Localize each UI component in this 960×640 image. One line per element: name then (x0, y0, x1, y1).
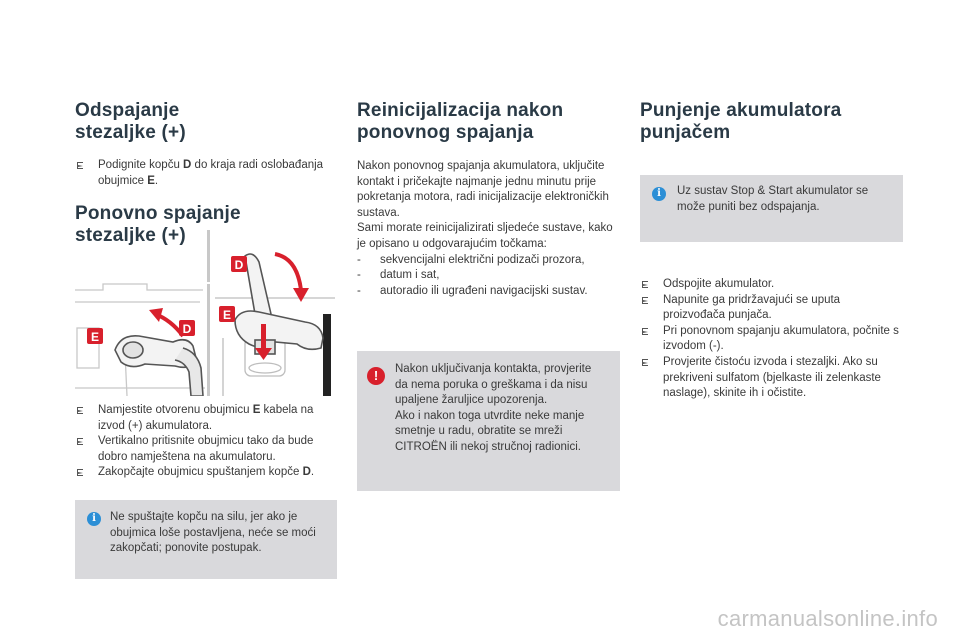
list-item: Napunite ga pridržavajući se uputa proizvođača punjača. (640, 293, 903, 324)
label-left-d (179, 320, 195, 336)
cable-right (323, 314, 331, 396)
info-box-clamp: i Ne spuštajte kopču na silu, jer ako je obujmica loše postavljena, neće se moći zakopčati; ponovite postupak. (75, 500, 337, 579)
pointer-bullet-icon (77, 469, 83, 476)
list-item: Vertikalno pritisnite obujmicu tako da bude dobro namještena na akumulatoru. (75, 434, 337, 465)
svg-text:D: D (234, 258, 244, 272)
reinit-text: Nakon ponovnog spajanja akumulatora, uključite kontakt i pričekajte najmanje jednu minutu prije pokretanja motora, radi inicijalizacije elektroničkih sustava. Sami morate reinicijalizirati sljedeće sustave, kako je opisano u odgovarajućim točkama: - sekvencijalni električni podizači prozora, - datum i sat, - autoradio ili ugrađeni navigacijski sustav. (357, 159, 620, 299)
label-left-e (87, 328, 103, 344)
svg-text:D: D (182, 322, 192, 336)
info-icon: i (87, 512, 101, 526)
pointer-bullet-icon (642, 281, 648, 288)
pointer-bullet-icon (642, 359, 648, 366)
reconnect-steps-wrap (75, 403, 337, 481)
list-item: - sekvencijalni električni podizači prozora, (357, 253, 620, 269)
list-item: - autoradio ili ugrađeni navigacijski sustav. (357, 284, 620, 300)
heading-reinit: Reinicijalizacija nakon ponovnog spajanja (357, 100, 564, 143)
heading-disconnect-clamp: Odspajanje stezaljke (+) (75, 100, 186, 143)
reconnect-steps (75, 403, 337, 481)
list-item: Namjestite otvorenu obujmicu E kabela na izvod (+) akumulatora. (75, 403, 337, 434)
watermark: carmanualsonline.info (717, 606, 938, 631)
info-box-stopstart: i Uz sustav Stop & Start akumulator se može puniti bez odspajanja. (640, 175, 903, 242)
charging-steps (640, 277, 903, 402)
svg-text:E: E (90, 330, 100, 344)
warning-box: ! Nakon uključivanja kontakta, provjerite da nema poruka o greškama i da nisu upaljene žaruljice upozorenja. Ako i nakon toga utvrdite neke manje smetnje u radu, obratite se mreži CITROËN ili nekoj stručnoj radionici. (357, 351, 620, 491)
list-item: Podignite kopču D do kraja radi oslobađanja obujmice E. (75, 158, 337, 189)
label-right-e (219, 306, 235, 322)
label-right-d (231, 256, 247, 272)
battery-clamp-illustration (75, 228, 337, 396)
info-icon: i (652, 187, 666, 201)
list-item: Provjerite čistoću izvoda i stezaljki. Ako su prekriveni sulfatom (bjelkaste ili zelenkaste naslage), skinite ih i očistite. (640, 355, 903, 402)
heading-charging: Punjenje akumulatora punjačem (640, 100, 842, 143)
pointer-bullet-icon (642, 328, 648, 335)
svg-text:E: E (222, 308, 232, 322)
column-reinit (357, 100, 620, 299)
list-item: Odspojite akumulator. (640, 277, 903, 293)
arrow-right-icon (275, 254, 301, 290)
list-item: - datum i sat, (357, 268, 620, 284)
pointer-bullet-icon (77, 438, 83, 445)
warning-icon: ! (367, 367, 385, 385)
pointer-bullet-icon (77, 162, 83, 169)
pointer-bullet-icon (77, 407, 83, 414)
reinit-systems-list (357, 253, 620, 300)
divider (207, 230, 210, 396)
charging-steps-wrap (640, 277, 903, 402)
heading-reconnect-clamp: Ponovno spajanje stezaljke (+) (75, 203, 241, 247)
disconnect-steps (75, 158, 337, 189)
column-disconnect (75, 100, 337, 247)
list-item: Pri ponovnom spajanju akumulatora, počnite s izvodom (-). (640, 324, 903, 355)
list-item: Zakopčajte obujmicu spuštanjem kopče D. (75, 465, 337, 481)
pointer-bullet-icon (642, 297, 648, 304)
column-charging (640, 100, 903, 144)
